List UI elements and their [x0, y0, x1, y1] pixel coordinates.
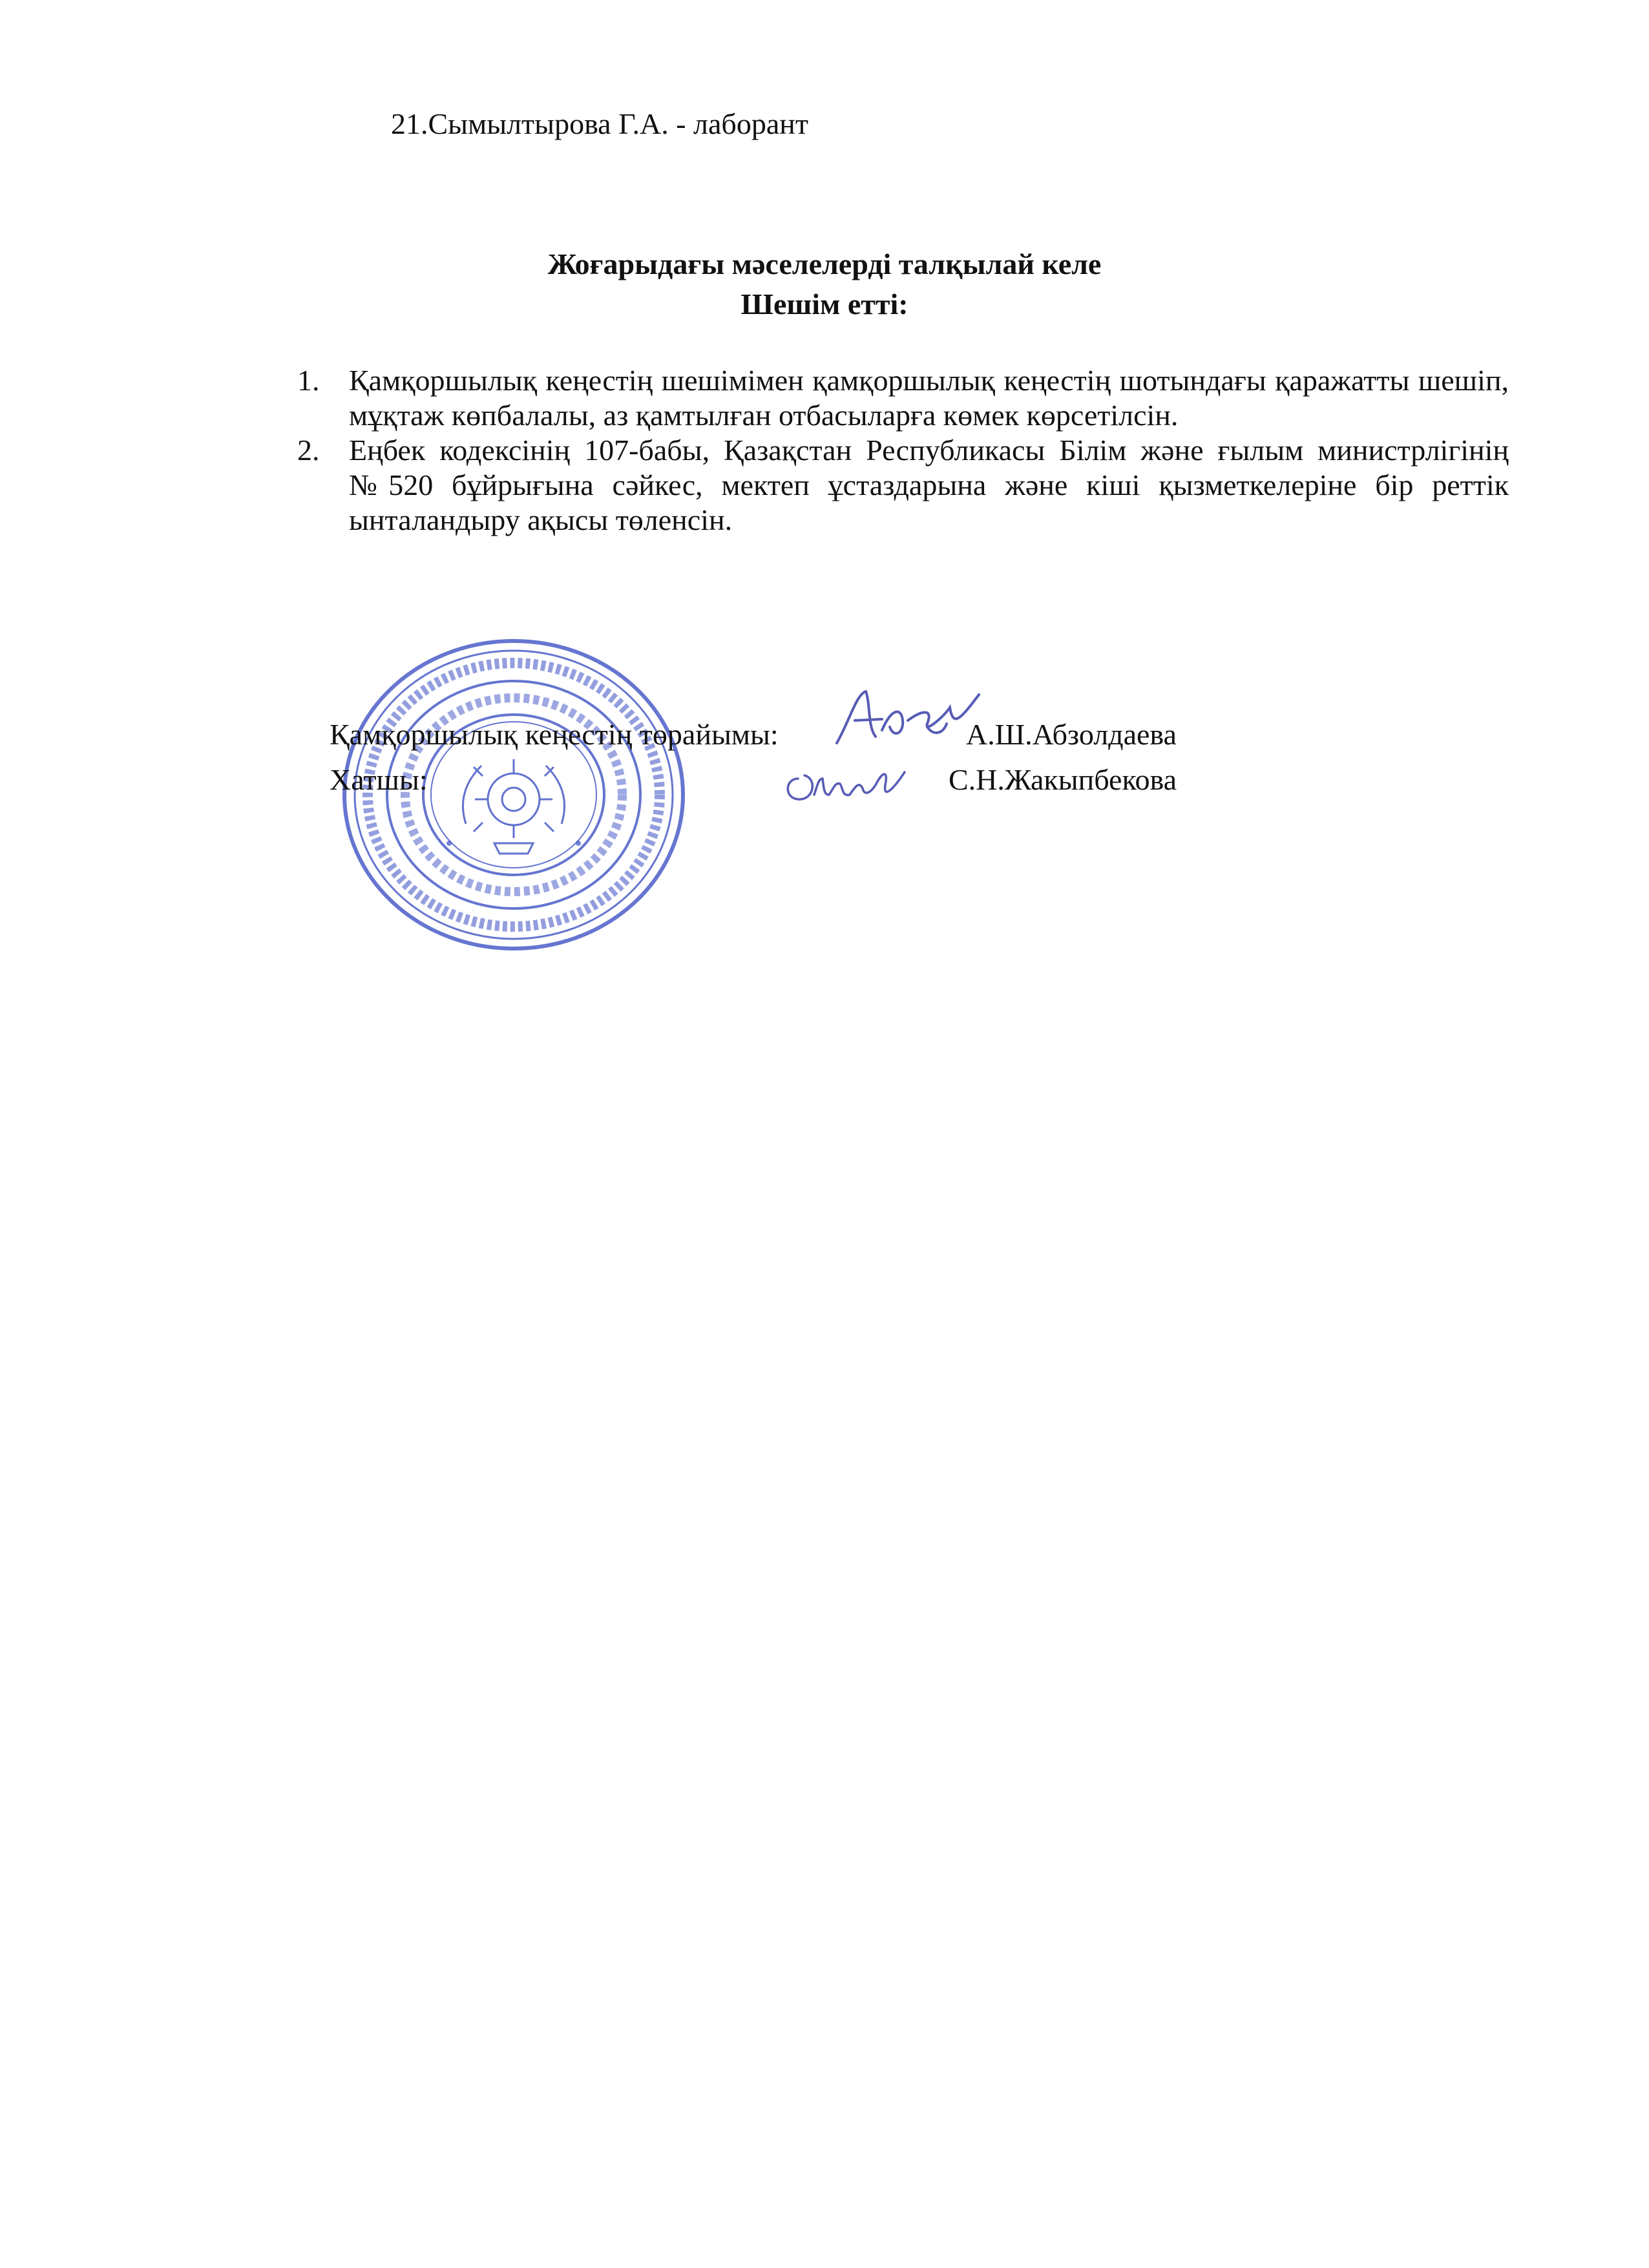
decisions-list	[297, 363, 1509, 538]
heading-line-1: Жоғарыдағы мәселелерді талқылай келе	[547, 247, 1102, 280]
chair-label: Қамқоршылық кеңестің төрайымы:	[330, 718, 779, 751]
decision-text: Еңбек кодексінің 107-бабы, Қазақстан Республикасы Білім және ғылым министрлігінің №520 бұйрығына сәйкес, мектеп ұстаздарына және кіші қызметкелеріне бір реттік ынталандыру ақысы төленсін.	[349, 434, 1509, 536]
secretary-name: С.Н.Жакыпбекова	[949, 763, 1177, 796]
decision-heading	[0, 244, 1649, 324]
decision-text: Қамқоршылық кеңестің шешімімен қамқоршылық кеңестің шотындағы қаражатты шешіп, мұқтаж көпбалалы, аз қамтылған отбасыларға көмек көрсетілсін.	[349, 364, 1509, 432]
decision-number: 1.	[297, 364, 320, 397]
chair-handwritten-signature	[830, 682, 985, 753]
secretary-handwritten-signature	[779, 759, 908, 811]
chair-name: А.Ш.Абзолдаева	[966, 718, 1177, 751]
decision-item	[297, 433, 1509, 538]
chair-signature-row	[330, 717, 1266, 756]
decision-item	[297, 363, 1509, 433]
decision-number: 2.	[297, 434, 320, 467]
secretary-label: Хатшы:	[330, 763, 428, 796]
council-member-line: 21.Сымылтырова Г.А. - лаборант	[391, 107, 808, 140]
heading-line-2: Шешім етті:	[740, 288, 909, 320]
